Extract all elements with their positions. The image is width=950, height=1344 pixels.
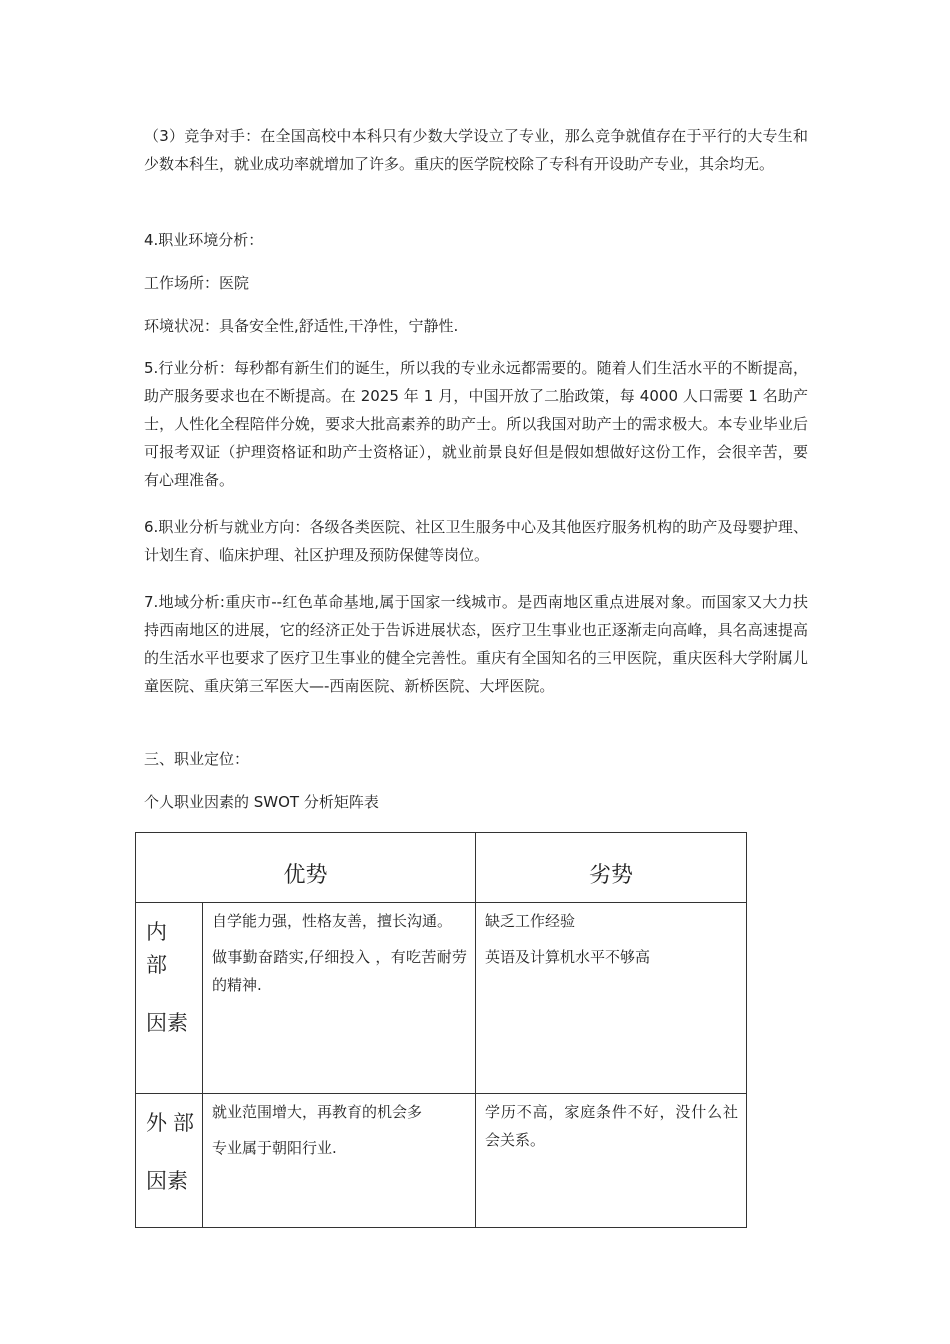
internal-factors-label: 内 部 因素 [136,903,203,1094]
paragraph-career-direction: 6.职业分析与就业方向：各级各类医院、社区卫生服务中心及其他医疗服务机构的助产及母婴护理、计划生育、临床护理、社区护理及预防保健等岗位。 [144,518,808,564]
paragraph-environment: 环境状况：具备安全性,舒适性,干净性，宁静性. [144,317,459,335]
paragraph-workplace: 工作场所：医院 [144,274,250,292]
header-weakness: 劣势 [476,833,747,903]
paragraph-industry-analysis: 5.行业分析：每秒都有新生们的诞生，所以我的专业永远都需要的。随着人们生活水平的不断提高，助产服务要求也在不断提高。在 2025 年 1 月，中国开放了二胎政策，每 4000 人口需要 1 名助产士，人性化全程陪伴分娩，要求大批高素养的助产士。所以我国对助产士的需求极大。本专业毕业后可报考双证（护理资格证和助产士资格证），就业前景良好但是假如想做好这份工作，会很辛苦，要有心理准备。 [144,359,808,489]
weakness-item: 英语及计算机水平不够高 [485,948,651,966]
opportunity-item: 就业范围增大，再教育的机会多 [212,1103,423,1121]
table-caption: 个人职业因素的 SWOT 分析矩阵表 [144,793,379,811]
heading-career-environment: 4.职业环境分析： [144,231,264,249]
weakness-item: 缺乏工作经验 [485,912,576,930]
strength-item: 自学能力强，性格友善，擅长沟通。 [212,912,453,930]
external-opportunities-cell [203,1094,476,1228]
external-factors-label: 外部 因素 [136,1094,203,1228]
paragraph-competitors: （3）竞争对手：在全国高校中本科只有少数大学设立了专业，那么竞争就值存在于平行的大专生和少数本科生，就业成功率就增加了许多。重庆的医学院校除了专科有开设助产专业，其余均无。 [144,127,808,173]
swot-header-row [136,833,747,903]
internal-strengths-cell [203,903,476,1094]
swot-internal-row [136,903,747,1094]
section-heading-positioning: 三、职业定位： [144,750,250,768]
swot-external-row [136,1094,747,1228]
external-threats-cell [476,1094,747,1228]
internal-weaknesses-cell [476,903,747,1094]
header-strength: 优势 [136,833,476,903]
swot-table [135,832,747,1228]
paragraph-regional-analysis: 7.地域分析:重庆市--红色革命基地,属于国家一线城市。是西南地区重点进展对象。而国家又大力扶持西南地区的进展，它的经济正处于告诉进展状态，医疗卫生事业也正逐渐走向高峰，具名高速提高的生活水平也要求了医疗卫生事业的健全完善性。重庆有全国知名的三甲医院，重庆医科大学附属儿童医院、重庆第三军医大—-西南医院、新桥医院、大坪医院。 [144,593,808,695]
opportunity-item: 专业属于朝阳行业. [212,1139,337,1157]
threat-item: 学历不高，家庭条件不好，没什么社会关系。 [485,1103,738,1149]
strength-item: 做事勤奋踏实,仔细投入 ，有吃苦耐劳的精神. [212,948,467,994]
